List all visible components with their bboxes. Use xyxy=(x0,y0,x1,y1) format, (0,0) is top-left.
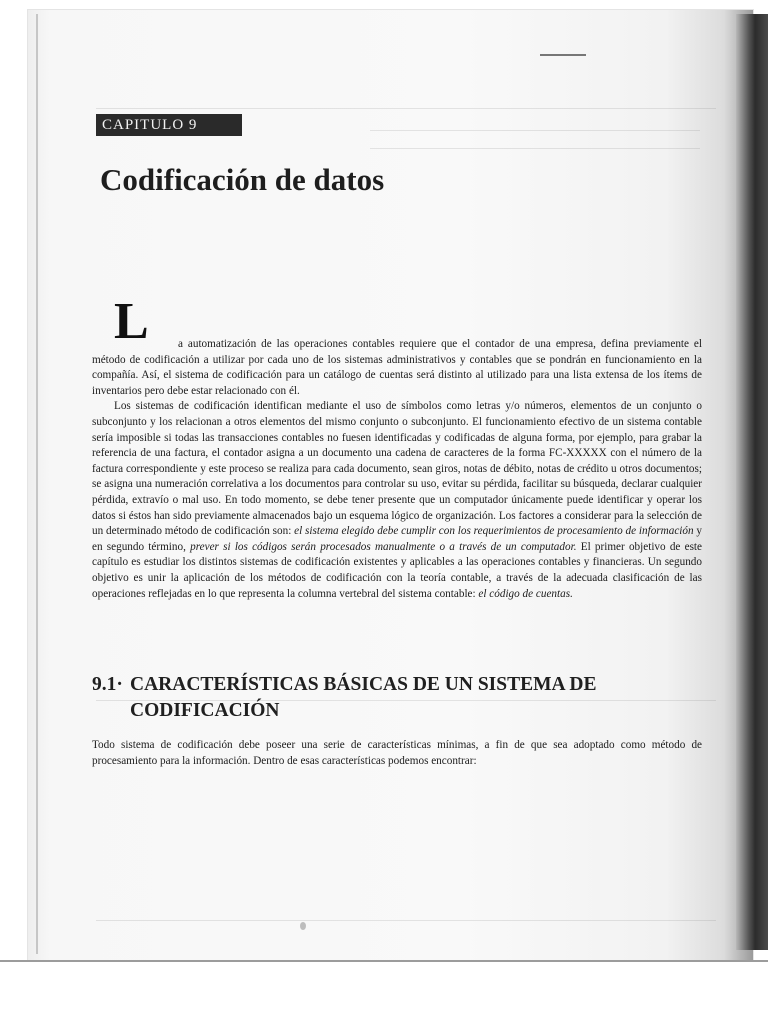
section-title-line2: CODIFICACIÓN xyxy=(130,700,280,721)
italic-factor-two: prever si los códigos serán procesados manualmente o a través de un computador. xyxy=(190,540,577,553)
body-paragraph-text: Los sistemas de codificación identifican mediante el uso de símbolos como letras y/o números, elementos de un conjunto o subconjunto y los relacionan a otros elementos del mismo conjunto o subconjunto. El funcionamiento efectivo de un sistema contable sería imposible si todas las transacciones contables no fuesen identificadas y codificadas de alguna forma, por ejemplo, para grabar la referencia de una factura, el contador asigna a un documento una cadena de caracteres de la forma FC-XXXXX con el número de la factura correspondiente y este proceso se realiza para cada documento, sean giros, notas de débito, notas de crédito u otros documentos; se asigna una numeración correlativa a los documentos para controlar su uso, evitar su pérdida, facilitar su búsqueda, declarar cualquier pérdida, extravío o mal uso. En todo momento, se debe tener presente que un computador únicamente puede identificar y operar los datos si éstos han sido previamente almacenados bajo un esquema lógico de organización. Los factores a considerar para la selección de un determinado método de codificación son: xyxy=(92,400,702,538)
drop-cap-letter: L xyxy=(114,293,149,350)
page-edge-shadow xyxy=(736,14,768,950)
bleed-through-line xyxy=(96,108,716,109)
italic-factor-one: el sistema elegido debe cumplir con los requerimientos de procesamiento de información xyxy=(294,525,694,538)
section-paragraph: Todo sistema de codificación debe poseer una serie de características mínimas, a fin de que sea adoptado como método de procesamiento para la información. Dentro de esas características podemos encontrar: xyxy=(92,739,702,767)
chapter-label: CAPITULO 9 xyxy=(96,114,242,136)
scan-bottom-edge xyxy=(0,960,768,962)
intro-text-block xyxy=(92,293,703,602)
body-paragraph xyxy=(92,399,702,602)
section-heading xyxy=(92,672,652,724)
intro-paragraph: a automatización de las operaciones contables requiere que el contador de una empresa, defina previamente el método de codificación a utilizar por cada uno de los sistemas administrativos y contables que se pondrán en funcionamiento en la compañía. Así, el sistema de codificación para un catálogo de cuentas será distinto al utilizado para una lista extensa de los ítems de inventarios pero debe estar relacionado con él. xyxy=(92,338,702,397)
italic-account-code: el código de cuentas. xyxy=(478,587,573,600)
bleed-through-line xyxy=(370,130,700,131)
chapter-title: Codificación de datos xyxy=(100,162,385,197)
bleed-through-line xyxy=(96,920,716,921)
binding-shadow xyxy=(36,14,38,954)
scan-mark xyxy=(540,54,586,56)
section-title-line1: CARACTERÍSTICAS BÁSICAS DE UN SISTEMA DE xyxy=(130,674,597,695)
bleed-through-line xyxy=(370,148,700,149)
body-connector: y en segundo término, xyxy=(92,525,703,553)
ink-speck xyxy=(300,922,306,930)
section-number: 9.1· xyxy=(92,674,123,695)
body-paragraph-continued: El primer objetivo de este capítulo es estudiar los distintos sistemas de codificación existentes y aplicables a las operaciones contables y financieras. Un segundo objetivo es unir la aplicación de los métodos de codificación con la teoría contable, a través de la adecuada clasificación de las operaciones reflejadas en lo que representa la columna vertebral del sistema contable: xyxy=(92,540,703,600)
